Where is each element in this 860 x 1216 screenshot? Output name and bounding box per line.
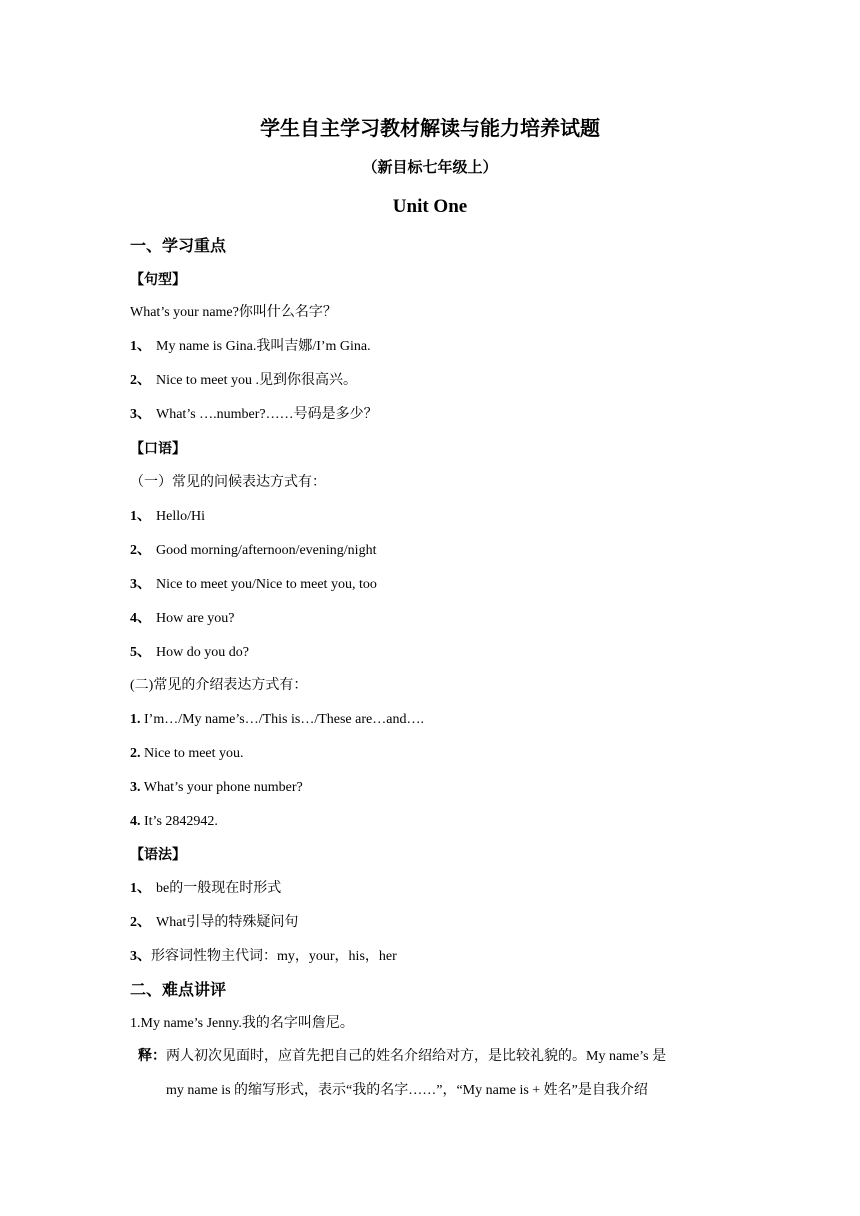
list-item — [130, 644, 249, 662]
item-text: be的一般现在时形式 — [156, 881, 282, 896]
document-subtitle: （新目标七年级上） — [362, 158, 498, 176]
item-number: 2、 — [130, 915, 151, 930]
list-item — [130, 813, 218, 831]
section-heading-key-points: 一、学习重点 — [130, 236, 227, 255]
tag-grammar: 【语法】 — [130, 847, 186, 863]
item-number: 4、 — [130, 611, 151, 626]
tag-sentence-patterns: 【句型】 — [130, 272, 186, 288]
item-text: 形容词性物主代词：my，your，his，her — [151, 949, 397, 964]
document-title: 学生自主学习教材解读与能力培养试题 — [260, 116, 600, 140]
list-item — [130, 711, 424, 729]
unit-heading: Unit One — [392, 196, 468, 217]
item-number: 1. — [130, 712, 141, 727]
item-text: How are you? — [156, 611, 235, 626]
item-number: 5、 — [130, 645, 151, 660]
list-item — [130, 406, 378, 424]
item-number: 3、 — [130, 949, 151, 964]
item-number: 1、 — [130, 881, 151, 896]
section-heading-difficulties: 二、难点讲评 — [130, 980, 227, 999]
sentence-intro: What’s your name?你叫什么名字？ — [130, 305, 337, 320]
list-item — [130, 914, 298, 932]
explanation-line — [138, 1048, 666, 1066]
item-text: Nice to meet you/Nice to meet you, too — [156, 577, 377, 592]
item-text: My name is Gina.我叫吉娜/I’m Gina. — [156, 339, 371, 354]
item-number: 2. — [130, 746, 141, 761]
item-number: 2、 — [130, 373, 151, 388]
item-text: It’s 2842942. — [140, 814, 218, 829]
item-text: How do you do? — [156, 645, 249, 660]
item-number: 3、 — [130, 407, 151, 422]
item-number: 2、 — [130, 543, 151, 558]
explanation-text: 两人初次见面时，应首先把自己的姓名介绍给对方，是比较礼貌的。My name’s 是 — [166, 1049, 667, 1064]
item-number: 3. — [130, 780, 141, 795]
item-number: 1、 — [130, 339, 151, 354]
greeting-heading: （一）常见的问候表达方式有： — [130, 475, 326, 490]
item-text: Hello/Hi — [156, 509, 205, 524]
list-item — [130, 508, 205, 526]
item-text: What’s ….number?……号码是多少？ — [156, 407, 378, 422]
introduction-heading: (二)常见的介绍表达方式有： — [130, 678, 308, 693]
tag-oral: 【口语】 — [130, 441, 186, 457]
list-item — [130, 745, 244, 763]
item-text: What’s your phone number? — [140, 780, 303, 795]
list-item — [130, 880, 281, 898]
item-number: 4. — [130, 814, 141, 829]
difficulty-sentence: 1.My name’s Jenny.我的名字叫詹尼。 — [130, 1016, 354, 1031]
item-text: Nice to meet you. — [140, 746, 244, 761]
item-text: Nice to meet you .见到你很高兴。 — [156, 373, 358, 388]
list-item — [130, 372, 357, 390]
item-text: What引导的特殊疑问句 — [156, 915, 299, 930]
list-item — [130, 542, 376, 560]
list-item — [130, 610, 235, 628]
list-item — [130, 576, 377, 594]
item-text: I’m…/My name’s…/This is…/These are…and…. — [140, 712, 424, 727]
list-item — [130, 779, 303, 797]
explanation-continuation: my name is 的缩写形式，表示“我的名字……”，“My name is + 姓名”是自我介绍 — [166, 1083, 648, 1098]
list-item — [130, 948, 397, 966]
item-text: Good morning/afternoon/evening/night — [156, 543, 377, 558]
item-number: 3、 — [130, 577, 151, 592]
explanation-label: 释： — [138, 1049, 166, 1064]
list-item — [130, 338, 371, 356]
item-number: 1、 — [130, 509, 151, 524]
